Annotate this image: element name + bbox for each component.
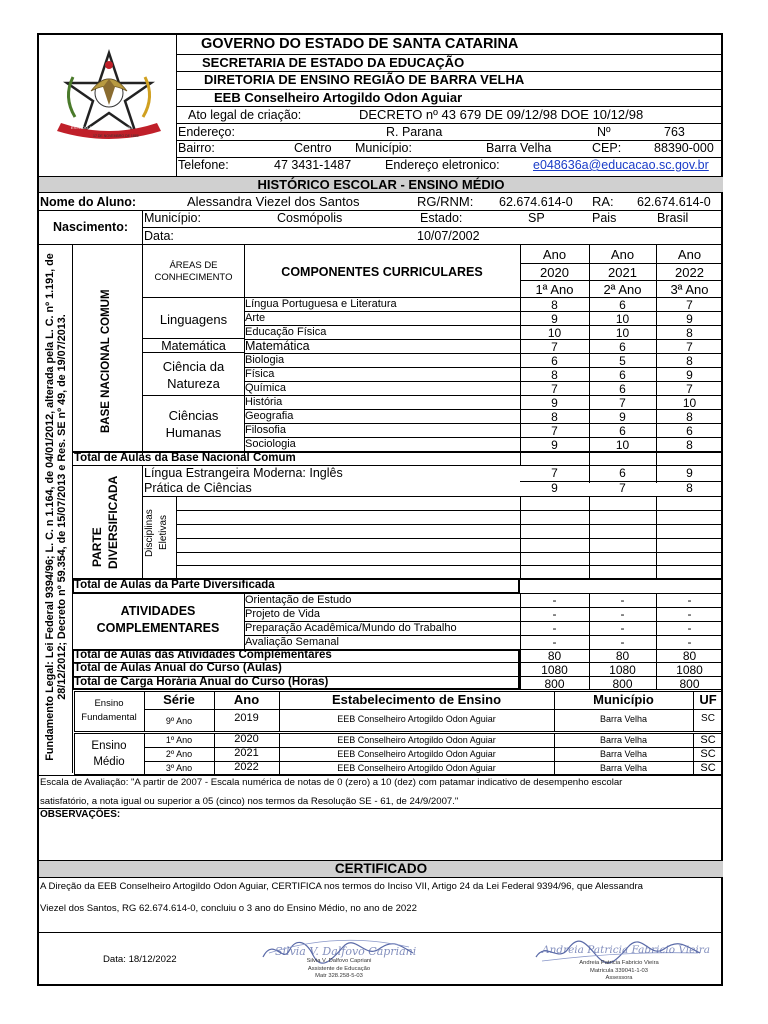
activity-row xyxy=(245,622,723,636)
year-1: 2020 xyxy=(540,265,569,280)
subject-name: Arte xyxy=(245,312,266,324)
birth-date-value: 10/07/2002 xyxy=(417,229,480,243)
sig1-name: Silvia V. Dalfovo Capriani xyxy=(306,958,372,964)
ativ-label-2: COMPLEMENTARES xyxy=(96,621,220,635)
bairro-label: Bairro: xyxy=(178,141,215,155)
activity-row xyxy=(245,636,723,650)
sig2-matr: Matricula 339041-1-03 xyxy=(589,968,648,974)
escala-text-2: satisfatório, a nota igual ou superior a 05 (cinco) nos termos da Resolução SE - 61, de 24/9/2007." xyxy=(40,796,459,807)
grade-value: 10 xyxy=(682,396,697,410)
escala-text-1: Escala de Avaliação: "A partir de 2007 - Escala numérica de notas de 0 (zero) a 10 (dez) com patamar indicativo de desempenho escolar xyxy=(40,777,623,788)
crest-date: 17 DE NOVEMBRO DE 1889 xyxy=(93,134,139,138)
rule xyxy=(244,339,723,340)
rule xyxy=(176,140,723,141)
birth-mun-value: Cosmópolis xyxy=(277,211,343,225)
grade-value: 7 xyxy=(619,481,626,495)
rule xyxy=(39,877,723,878)
observacoes-label: OBSERVAÇÕES: xyxy=(40,809,121,820)
grade-value: 7 xyxy=(551,340,558,354)
grade-value: 9 xyxy=(619,410,626,424)
subject-name: Matemática xyxy=(245,339,310,353)
areas-label-2: CONHECIMENTO xyxy=(154,272,233,283)
disciplinas-label-2: Eletivas xyxy=(158,514,169,550)
ato-value: DECRETO nº 43 679 DE 09/12/98 DOE 10/12/98 xyxy=(359,107,644,122)
rule xyxy=(176,538,723,539)
grade-value: 10 xyxy=(547,326,562,340)
activity-name: Orientação de Estudo xyxy=(245,594,352,606)
sig2-role: Assessora xyxy=(605,975,633,981)
col-estab: Estabelecimento de Ensino xyxy=(331,692,502,707)
rule xyxy=(520,263,723,264)
grade-1: 1ª Ano xyxy=(535,282,574,297)
municipio-label: Município: xyxy=(355,141,412,155)
medio-estab: EEB Conselheiro Artogildo Odon Aguiar xyxy=(337,735,496,745)
estado-label: Estado: xyxy=(420,211,463,225)
subject-name: Geografia xyxy=(245,410,294,422)
grade-value: 6 xyxy=(619,340,626,354)
area-matematica: Matemática xyxy=(161,339,226,353)
total-carga-value: 800 xyxy=(612,677,633,691)
activity-value: - xyxy=(687,593,692,607)
endereco-label: Endereço: xyxy=(178,125,235,139)
rule xyxy=(72,244,73,773)
rule xyxy=(244,353,723,354)
grade-3: 3ª Ano xyxy=(670,282,709,297)
signature-2-script: Andreia Patricia Fabricio Vieira xyxy=(542,944,710,956)
email-link[interactable]: e048636a@educacao.sc.gov.br xyxy=(533,158,709,172)
crest-ribbon-text: ESTADO DE SANTA CATARINA xyxy=(71,125,134,130)
rg-value: 62.674.614-0 xyxy=(499,195,573,209)
grade-value: 10 xyxy=(615,312,630,326)
subject-name: Sociologia xyxy=(245,438,296,450)
medio-row xyxy=(144,734,723,747)
rule xyxy=(142,395,244,396)
medio-label-1: Ensino xyxy=(91,740,127,752)
grade-value: 6 xyxy=(619,466,626,480)
activity-value: - xyxy=(687,635,692,649)
medio-estab: EEB Conselheiro Artogildo Odon Aguiar xyxy=(337,763,496,773)
rule xyxy=(72,689,723,690)
year-2: 2021 xyxy=(608,265,637,280)
grade-value: 7 xyxy=(551,382,558,396)
total-base-label: Total de Aulas da Base Nacional Comum xyxy=(74,452,296,464)
total-ativ-label: Total de Aulas das Atividades Complementares xyxy=(74,649,332,661)
medio-serie: 3º Ano xyxy=(165,763,193,773)
parte-div-2: DIVERSIFICADA xyxy=(106,475,120,569)
telefone-label: Telefone: xyxy=(178,158,229,172)
activity-value: - xyxy=(687,607,692,621)
subject-name: Biologia xyxy=(245,354,285,366)
state-crest xyxy=(53,47,165,139)
rule xyxy=(142,465,143,579)
municipio-value: Barra Velha xyxy=(486,141,552,155)
div-subject-name: Língua Estrangeira Moderna: Inglês xyxy=(144,466,343,480)
birth-mun-label: Município: xyxy=(144,211,201,225)
numero-label: Nº xyxy=(597,125,611,139)
grade-value: 8 xyxy=(686,354,693,368)
rule xyxy=(176,552,723,553)
grade-value: 8 xyxy=(686,410,693,424)
subject-name: Língua Portuguesa e Literatura xyxy=(245,298,397,310)
grade-value: 9 xyxy=(551,481,558,495)
grade-value: 10 xyxy=(615,438,630,452)
subject-row xyxy=(245,340,723,354)
grade-value: 8 xyxy=(686,326,693,340)
grade-value: 9 xyxy=(686,312,693,326)
numero-value: 763 xyxy=(664,125,685,139)
school-name: EEB Conselheiro Artogildo Odon Aguiar xyxy=(214,90,463,105)
rule xyxy=(520,280,723,281)
grade-value: 7 xyxy=(686,340,693,354)
total-anual-label: Total de Aulas Anual do Curso (Aulas) xyxy=(74,662,282,674)
cep-value: 88390-000 xyxy=(654,141,714,155)
rg-label: RG/RNM: xyxy=(417,194,474,209)
medio-uf: SC xyxy=(700,762,716,774)
grade-value: 8 xyxy=(686,481,693,495)
rule xyxy=(142,227,723,228)
total-carga-value: 800 xyxy=(544,677,565,691)
subject-row xyxy=(245,368,723,382)
grade-value: 8 xyxy=(551,298,558,312)
grade-value: 8 xyxy=(551,410,558,424)
areas-label-1: ÁREAS DE xyxy=(169,260,218,271)
subject-row xyxy=(245,354,723,368)
sig1-role: Assistente de Educação xyxy=(307,966,371,972)
disciplinas-label-1: Disciplinas xyxy=(144,509,155,557)
sig1-matr: Matr 328.258-5-03 xyxy=(315,973,363,979)
certificado-title: CERTIFICADO xyxy=(334,861,428,876)
ra-value: 62.674.614-0 xyxy=(637,195,711,209)
grade-value: 9 xyxy=(551,312,558,326)
signature-1 xyxy=(259,935,419,985)
grade-value: 8 xyxy=(686,438,693,452)
total-carga-value: 800 xyxy=(679,677,700,691)
grade-value: 6 xyxy=(619,382,626,396)
rule xyxy=(244,367,723,368)
activity-value: - xyxy=(620,593,625,607)
secretaria-title: SECRETARIA DE ESTADO DA EDUCAÇÃO xyxy=(202,55,465,70)
fund-serie: 9º Ano xyxy=(165,716,193,726)
col-ano: Ano xyxy=(233,692,260,707)
fund-uf: SC xyxy=(701,713,715,724)
subject-name: Química xyxy=(245,382,286,394)
cert-text-1: A Direção da EEB Conselheiro Artogildo Odon Aguiar, CERTIFICA nos termos do Inciso VII, Artigo 24 da Lei Federal 9394/96, que Alessandra xyxy=(40,881,643,892)
componentes-label: COMPONENTES CURRICULARES xyxy=(281,265,483,279)
total-anual-value: 1080 xyxy=(541,663,568,677)
activity-name: Avaliação Semanal xyxy=(245,636,339,648)
area-ciencia-2: Natureza xyxy=(167,376,220,391)
diretoria-title: DIRETORIA DE ENSINO REGIÃO DE BARRA VELHA xyxy=(204,72,525,87)
subject-row xyxy=(245,326,723,340)
subject-row xyxy=(245,298,723,312)
total-div-label: Total de Aulas da Parte Diversificada xyxy=(74,579,275,591)
grade-value: 9 xyxy=(551,396,558,410)
pais-label: Pais xyxy=(592,211,617,225)
historico-document xyxy=(37,33,723,986)
subject-name: Educação Física xyxy=(245,326,327,338)
grade-value: 9 xyxy=(686,466,693,480)
gov-title: GOVERNO DO ESTADO DE SANTA CATARINA xyxy=(201,36,519,52)
footer-date: Data: 18/12/2022 xyxy=(103,954,177,965)
rule xyxy=(244,423,723,424)
legal-basis: Fundamento Legal: Lei Federal 9394/96; L. C. n 1.164, de 04/01/2012, alterada pela L. C. nº 1.191, de 28/12/2012; Decreto nº 59.354, de 15/07/2013 e Res. SE nº 49, de 19/07/2013. xyxy=(44,253,68,761)
grade-value: 7 xyxy=(551,466,558,480)
grade-value: 6 xyxy=(619,424,626,438)
rule xyxy=(144,709,723,710)
rule xyxy=(244,395,723,396)
rule xyxy=(244,381,723,382)
grade-value: 9 xyxy=(551,438,558,452)
grade-value: 7 xyxy=(619,396,626,410)
grade-2: 2ª Ano xyxy=(603,282,642,297)
activity-value: - xyxy=(620,621,625,635)
subject-row xyxy=(245,382,723,396)
grade-value: 7 xyxy=(686,298,693,312)
rule xyxy=(176,123,723,124)
year-3: 2022 xyxy=(675,265,704,280)
medio-row xyxy=(144,762,723,775)
parte-div-1: PARTE xyxy=(90,527,104,567)
medio-mun: Barra Velha xyxy=(599,749,648,759)
activity-value: - xyxy=(552,607,557,621)
grade-value: 6 xyxy=(551,354,558,368)
area-ciencia-1: Ciência da xyxy=(162,359,225,374)
rule xyxy=(39,808,723,809)
activity-value: - xyxy=(552,635,557,649)
rule xyxy=(176,565,723,566)
ano-label-3: Ano xyxy=(677,247,702,262)
rule xyxy=(244,311,723,312)
rule xyxy=(142,352,244,353)
student-name-label: Nome do Aluno: xyxy=(40,195,137,209)
grade-value: 7 xyxy=(686,382,693,396)
medio-uf: SC xyxy=(700,748,716,760)
subject-name: Filosofia xyxy=(245,424,286,436)
medio-ano: 2020 xyxy=(234,733,259,745)
ano-label-1: Ano xyxy=(542,247,567,262)
grade-value: 10 xyxy=(615,326,630,340)
email-label: Endereço eletronico: xyxy=(385,158,500,172)
medio-uf: SC xyxy=(700,734,716,746)
signature-2 xyxy=(534,937,710,987)
total-anual-value: 1080 xyxy=(676,663,703,677)
sig2-name: Andreia Patricia Fabricio Vieira xyxy=(579,960,659,966)
ato-label: Ato legal de criação: xyxy=(188,108,302,122)
subject-row xyxy=(245,410,723,424)
activity-row xyxy=(245,594,723,608)
activity-value: - xyxy=(620,607,625,621)
rule xyxy=(39,775,723,776)
estado-value: SP xyxy=(528,211,545,225)
subject-name: História xyxy=(245,396,283,408)
activity-value: - xyxy=(620,635,625,649)
rule xyxy=(244,325,723,326)
fund-label-2: Fundamental xyxy=(81,712,137,723)
fund-mun: Barra Velha xyxy=(599,714,648,724)
medio-row xyxy=(144,748,723,761)
subject-name: Física xyxy=(245,368,275,380)
activity-name: Projeto de Vida xyxy=(245,608,321,620)
medio-mun: Barra Velha xyxy=(599,735,648,745)
rule xyxy=(39,192,723,193)
medio-ano: 2021 xyxy=(234,747,259,759)
fund-estab: EEB Conselheiro Artogildo Odon Aguiar xyxy=(337,714,496,724)
activity-row xyxy=(245,608,723,622)
area-linguagens: Linguagens xyxy=(159,312,228,327)
subject-row xyxy=(245,396,723,410)
cert-text-2: Viezel dos Santos, RG 62.674.614-0, concluiu o 3 ano do Ensino Médio, no ano de 2022 xyxy=(40,903,417,914)
grade-value: 8 xyxy=(551,368,558,382)
activity-value: - xyxy=(552,593,557,607)
ra-label: RA: xyxy=(592,194,614,209)
subject-row xyxy=(245,312,723,326)
total-anual-value: 1080 xyxy=(609,663,636,677)
fund-label-1: Ensino xyxy=(94,698,124,709)
medio-label-2: Médio xyxy=(93,756,125,768)
total-carga-label: Total de Carga Horária Anual do Curso (Horas) xyxy=(74,676,329,688)
total-ativ-value: 80 xyxy=(682,649,697,663)
medio-estab: EEB Conselheiro Artogildo Odon Aguiar xyxy=(337,749,496,759)
bairro-value: Centro xyxy=(294,141,332,155)
ativ-label-1: ATIVIDADES xyxy=(120,604,196,618)
medio-mun: Barra Velha xyxy=(599,763,648,773)
grade-value: 6 xyxy=(619,298,626,312)
pais-value: Brasil xyxy=(657,211,689,225)
col-uf: UF xyxy=(699,692,717,707)
endereco-value: R. Parana xyxy=(386,125,443,139)
fund-ano: 2019 xyxy=(234,712,259,724)
historico-title: HISTÓRICO ESCOLAR - ENSINO MÉDIO xyxy=(257,177,505,192)
base-nacional-label: BASE NACIONAL COMUM xyxy=(100,289,112,433)
grade-value: 6 xyxy=(619,368,626,382)
birth-label: Nascimento: xyxy=(53,220,129,234)
grade-value: 5 xyxy=(619,354,626,368)
col-serie: Série xyxy=(163,692,195,707)
activity-name: Preparação Acadêmica/Mundo do Trabalho xyxy=(245,622,457,634)
grade-value: 7 xyxy=(551,424,558,438)
rule xyxy=(244,409,723,410)
rule xyxy=(244,437,723,438)
total-ativ-value: 80 xyxy=(547,649,562,663)
div-subject-name: Prática de Ciências xyxy=(144,481,252,495)
grade-value: 6 xyxy=(686,424,693,438)
birth-date-label: Data: xyxy=(144,229,174,243)
grade-value: 9 xyxy=(686,368,693,382)
signature-1-script: Silvia V. Dalfovo Capriani xyxy=(275,945,417,958)
telefone-value: 47 3431-1487 xyxy=(274,158,352,172)
subject-row xyxy=(245,424,723,438)
col-municipio: Município xyxy=(593,692,654,707)
medio-serie: 2º Ano xyxy=(165,749,193,759)
ano-label-2: Ano xyxy=(610,247,635,262)
student-name: Alessandra Viezel dos Santos xyxy=(187,194,360,209)
total-ativ-value: 80 xyxy=(615,649,630,663)
activity-value: - xyxy=(552,621,557,635)
rule xyxy=(176,510,723,511)
rule xyxy=(142,496,723,497)
rule xyxy=(39,932,723,933)
medio-ano: 2022 xyxy=(234,761,259,773)
activity-value: - xyxy=(687,621,692,635)
rule xyxy=(176,524,723,525)
area-humanas-1: Ciências xyxy=(168,408,219,423)
subject-row xyxy=(245,438,723,452)
medio-serie: 1º Ano xyxy=(165,735,193,745)
area-humanas-2: Humanas xyxy=(165,425,222,440)
total-div-box xyxy=(72,578,520,594)
cep-label: CEP: xyxy=(592,141,622,155)
